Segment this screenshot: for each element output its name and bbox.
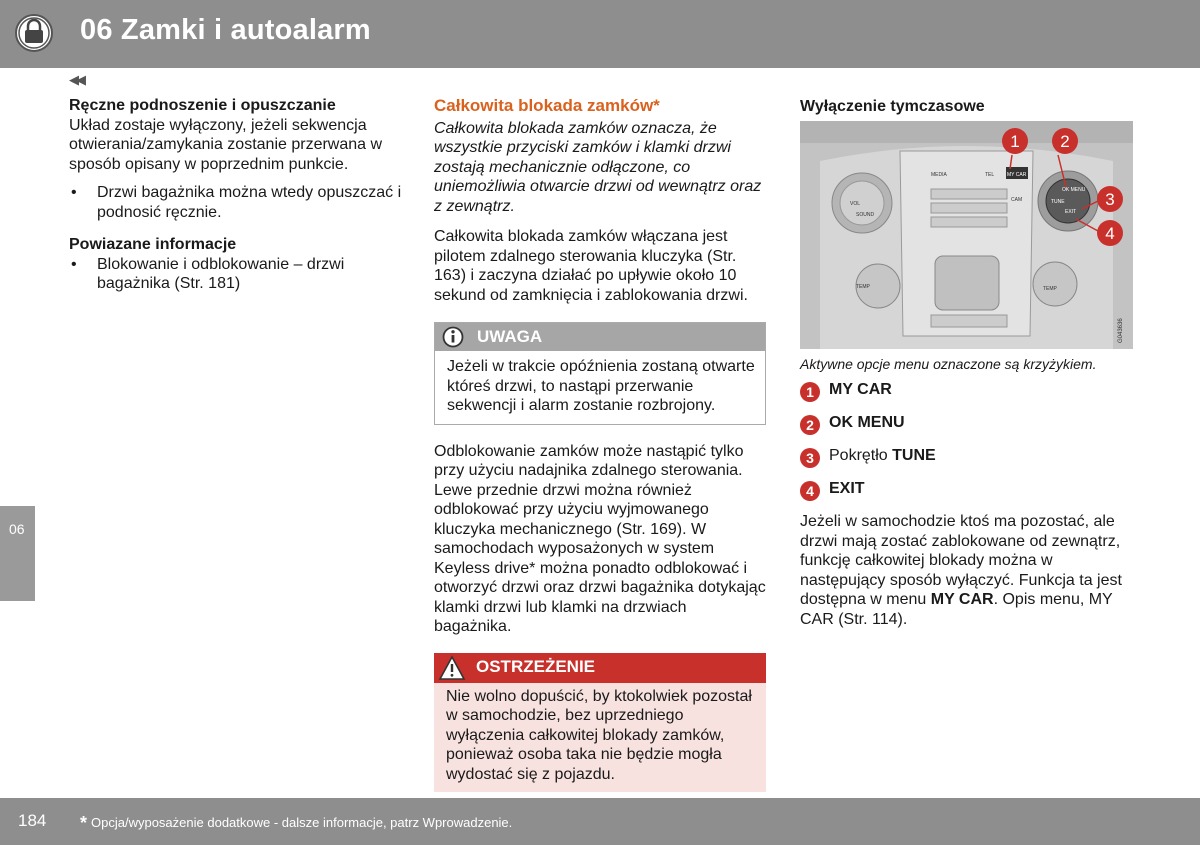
console-label: OK MENU xyxy=(1062,186,1086,193)
console-label: SOUND xyxy=(856,211,875,218)
section-heading: Całkowita blokada zamków* xyxy=(434,96,660,115)
info-icon xyxy=(441,326,465,348)
page-title: 06 Zamki i autoalarm xyxy=(80,14,371,46)
list-item xyxy=(69,183,404,222)
footnote-text: Opcja/wyposażenie dodatkowe - dalsze informacje, patrz Wprowadzenie. xyxy=(91,815,513,830)
warning-header xyxy=(434,653,766,683)
console-label: MY CAR xyxy=(1007,171,1027,178)
chapter-icon-box xyxy=(0,0,68,68)
column-2 xyxy=(434,96,766,792)
console-label: TEMP xyxy=(856,283,870,290)
chapter-tab-label: 06 xyxy=(9,521,25,537)
chapter-side-tab[interactable] xyxy=(0,506,35,601)
paragraph: Odblokowanie zamków może nastąpić tylko przy użyciu nadajnika zdalnego sterowania. Lewe przednie drzwi można również odblokować przy użyciu wyjmowanego kluczyka mechanicznego (Str. 169). W samochodach wyposażonych w system Keyless drive* można ponadto odblokować i otworzyć drzwi oraz drzwi bagażnika dotykając klamki drzwi lub klamki na drzwiach bagażnika. xyxy=(434,442,766,635)
related-link[interactable] xyxy=(69,255,404,294)
callout-list xyxy=(800,380,1134,512)
back-nav-icon[interactable]: ◀◀ xyxy=(69,72,83,87)
console-illustration xyxy=(800,121,1133,349)
paragraph: Układ zostaje wyłączony, jeżeli sekwencja otwierania/zamykania zostanie przerwana w sposób opisany w poprzednim punkcie. xyxy=(69,116,383,173)
footnote xyxy=(80,813,512,834)
console-label: TEMP xyxy=(1043,285,1057,292)
callout-number: 2 xyxy=(800,415,820,435)
callout-number: 3 xyxy=(800,448,820,468)
console-label: CAM xyxy=(1011,196,1023,203)
column-1 xyxy=(69,96,404,294)
figure-code: G043636 xyxy=(1118,317,1124,343)
related-info-heading: Powiazane informacje xyxy=(69,236,237,253)
callout-prefix: Pokrętło xyxy=(829,447,893,464)
callout-label: MY CAR xyxy=(829,381,892,398)
console-label: TUNE xyxy=(1051,198,1065,205)
paragraph xyxy=(800,512,1134,629)
figure-caption: Aktywne opcje menu oznaczone są krzyżykiem. xyxy=(800,355,1097,372)
callout-marker: 4 xyxy=(1105,223,1115,243)
callout-item xyxy=(800,380,1134,413)
column-3 xyxy=(800,96,1134,629)
page-header xyxy=(0,0,1200,68)
padlock-icon xyxy=(0,0,68,68)
page-number: 184 xyxy=(18,811,47,830)
related-link-text: Blokowanie i odblokowanie – drzwi bagażnika (Str. 181) xyxy=(97,255,345,292)
console-label: VOL xyxy=(850,200,861,207)
callout-marker: 1 xyxy=(1010,131,1020,151)
bullet-icon: • xyxy=(71,184,77,201)
section-heading: Wyłączenie tymczasowe xyxy=(800,98,985,115)
warning-triangle-icon xyxy=(438,655,466,681)
console-label: MEDIA xyxy=(931,171,947,178)
console-label: EXIT xyxy=(1065,208,1077,215)
callout-label: TUNE xyxy=(892,447,936,464)
callout-item xyxy=(800,479,1134,512)
warning-text: Nie wolno dopuścić, by ktokolwiek pozostał w samochodzie, bez uprzedniego wyłączenia całkowitej blokady zamków, ponieważ osoba taka nie będzie mogła wydostać się z pojazdu. xyxy=(446,687,752,783)
section-heading: Ręczne podnoszenie i opuszczanie xyxy=(69,97,336,114)
note-title: UWAGA xyxy=(477,327,543,346)
paragraph-text: . Opis menu, MY CAR (Str. 114). xyxy=(800,591,1113,628)
center-console-figure xyxy=(800,121,1133,349)
list-item-text: Drzwi bagażnika można wtedy opuszczać i podnosić ręcznie. xyxy=(97,184,402,221)
callout-number: 4 xyxy=(800,481,820,501)
menu-name: MY CAR xyxy=(930,591,994,608)
callout-item xyxy=(800,446,1134,479)
callout-item xyxy=(800,413,1134,446)
callout-marker: 3 xyxy=(1105,189,1115,209)
paragraph: Całkowita blokada zamków włączana jest pilotem zdalnego sterowania kluczyka (Str. 163) i zaczyna działać po upływie około 10 sekund od zamknięcia i zablokowania drzwi. xyxy=(434,228,748,304)
bullet-icon: • xyxy=(71,255,77,273)
console-label: TEL xyxy=(985,171,995,178)
warning-box xyxy=(434,653,766,793)
note-text: Jeżeli w trakcie opóźnienia zostaną otwarte któreś drzwi, to nastąpi przerwanie sekwencji i alarm zostanie rozbrojony. xyxy=(447,358,755,414)
asterisk-icon: * xyxy=(80,813,88,833)
note-box xyxy=(434,322,766,425)
warning-title: OSTRZEŻENIE xyxy=(476,656,596,676)
paragraph-text: Jeżeli w samochodzie ktoś ma pozostać, ale drzwi mają zostać zablokowane od zewnątrz, funkcję całkowitej blokady można w następujący sposób wyłączyć. Funkcja ta jest dostępna w menu xyxy=(800,513,1122,608)
intro-paragraph: Całkowita blokada zamków oznacza, że wszystkie przyciski zamków i klamki drzwi zostają mechanicznie odłączone, co uniemożliwia otwarcie drzwi od wewnątrz oraz z zewnątrz. xyxy=(434,119,762,215)
note-header xyxy=(435,323,765,351)
callout-label: EXIT xyxy=(829,480,865,497)
callout-label: OK MENU xyxy=(829,414,905,431)
page-footer xyxy=(0,798,1200,845)
callout-marker: 2 xyxy=(1060,131,1070,151)
callout-number: 1 xyxy=(800,382,820,402)
